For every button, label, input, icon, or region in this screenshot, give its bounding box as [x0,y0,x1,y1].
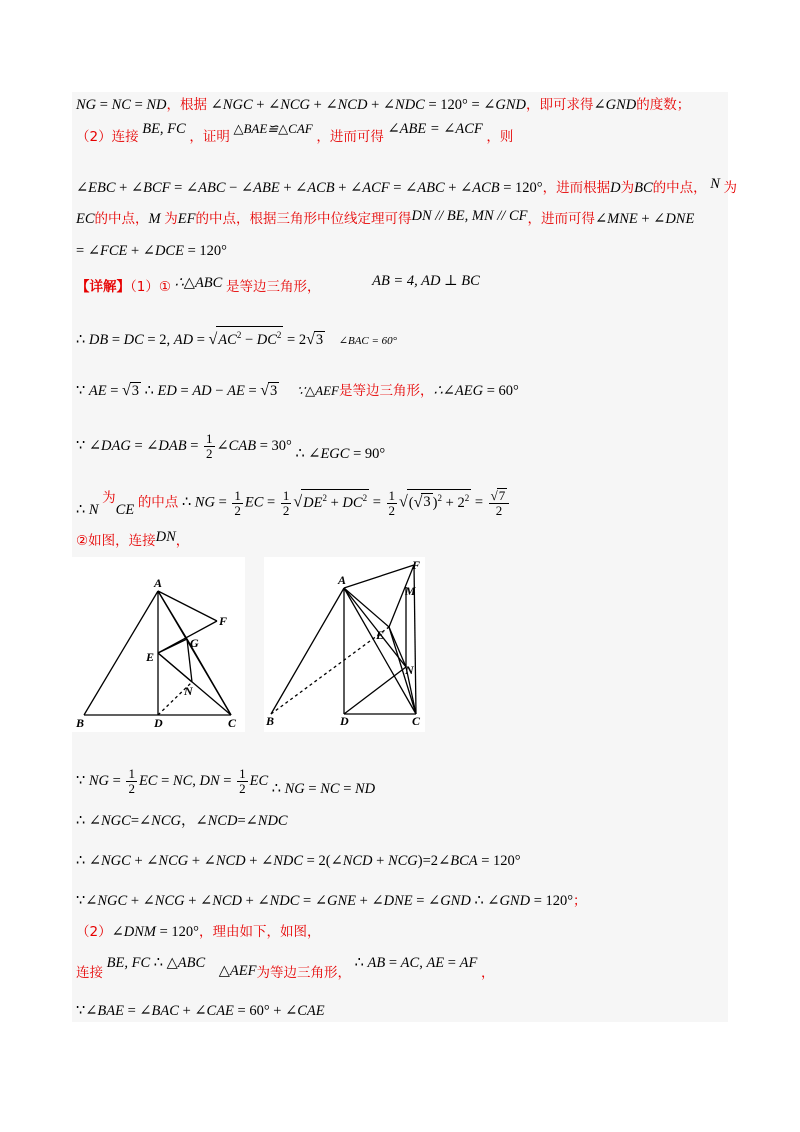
text-line-14: ∴ ∠NGC + ∠NCG + ∠NCD + ∠NDC = 2(∠NCD + NCG)=2∠BCA = 120° [76,853,521,869]
text-line-4: EC的中点，M 为EF的中点，根据三角形中位线定理可得DN // BE, MN // CF，进而可得∠MNE + ∠DNE [76,208,695,227]
label-N: N [184,684,193,698]
text-line-10: ∴ N 为CE 的中点 ∴ NG = $\frac{1}{2}$ EC = $\frac{1}{2}$ $√DE^2 + DC^2$ = $\frac{1}{2}$ √(√3 )$^2 + 2^2$ = $\frac{√7}{2}$ [76,488,511,518]
text-line-8: ∵ AE = √3 ∴ ED = AD − AE = √3 ∵△AEF是等边三角形，∴∠AEG = 60° [76,382,519,399]
text-line-16: （2）∠DNM = 120°，理由如下，如图， [76,924,321,940]
text-line-15: ∵∠NGC + ∠NCG + ∠NCD + ∠NDC = ∠GNE + ∠DNE = ∠GND ∴ ∠GND = 120°； [76,893,587,909]
label-E: E [376,628,385,642]
label-C: C [412,714,421,728]
text-line-17: 连接 BE, FC ∴ △ABC △AEF为等边三角形， ∴ AB = AC, AE = AF ， [76,955,495,981]
label-N: N [405,663,414,677]
text-line-18: ∵∠BAE = ∠BAC + ∠CAE = 60° + ∠CAE [76,1003,325,1019]
text-line-2: （2）连接 BE, FC ，证明 △BAE≌△CAF ，进而可得 ∠ABE = ∠ACF ，则 [76,121,514,145]
text-line-1: NG = NC = ND，根据 ∠NGC + ∠NCG + ∠NCD + ∠NDC = 120° = ∠GND，即可求得∠GND的度数； [76,97,691,113]
text-line-9: ∵ ∠DAG = ∠DAB = $\frac{1}{2}$ ∠CAB = 30° ∴ ∠EGC = 90° [76,431,386,462]
label-A: A [154,576,163,590]
label-G: G [190,636,199,650]
figure-right [264,557,425,732]
text-line-13: ∴ ∠NGC=∠NCG，∠NCD=∠NDC [76,813,288,829]
label-B: B [76,716,85,730]
figure-left [72,557,245,732]
label-C: C [228,716,237,730]
geometry-diagram-right [264,557,425,732]
label-A: A [338,573,347,587]
label-M: M [405,584,416,598]
geometry-diagram-left [72,557,245,732]
text-line-3: ∠EBC + ∠BCF = ∠ABC − ∠ABE + ∠ACB + ∠ACF = ∠ABC + ∠ACB = 120°，进而根据D为BC的中点， N 为 [76,176,738,196]
label-F: F [219,614,228,628]
label-D: D [154,716,163,730]
text-line-5: = ∠FCE + ∠DCE = 120° [76,243,227,259]
text-line-12: ∵ NG = $\frac{1}{2}$ EC = NC, DN = $\frac{1}{2}$ EC ∴ NG = NC = ND [76,766,376,797]
text-line-7: ∴ DB = DC = 2, AD = $√AC^2 - DC^2 = 2√3$ ∠BAC = 60° [76,326,397,352]
text-line-11: ②如图，连接DN， [76,529,190,549]
label-B: B [266,714,275,728]
label-E: E [146,650,155,664]
label-F: F [412,558,421,572]
text-line-6: 【详解】（1）① ∴△ABC 是等边三角形， AB = 4, AD ⊥ BC [76,273,480,295]
label-D: D [340,714,349,728]
